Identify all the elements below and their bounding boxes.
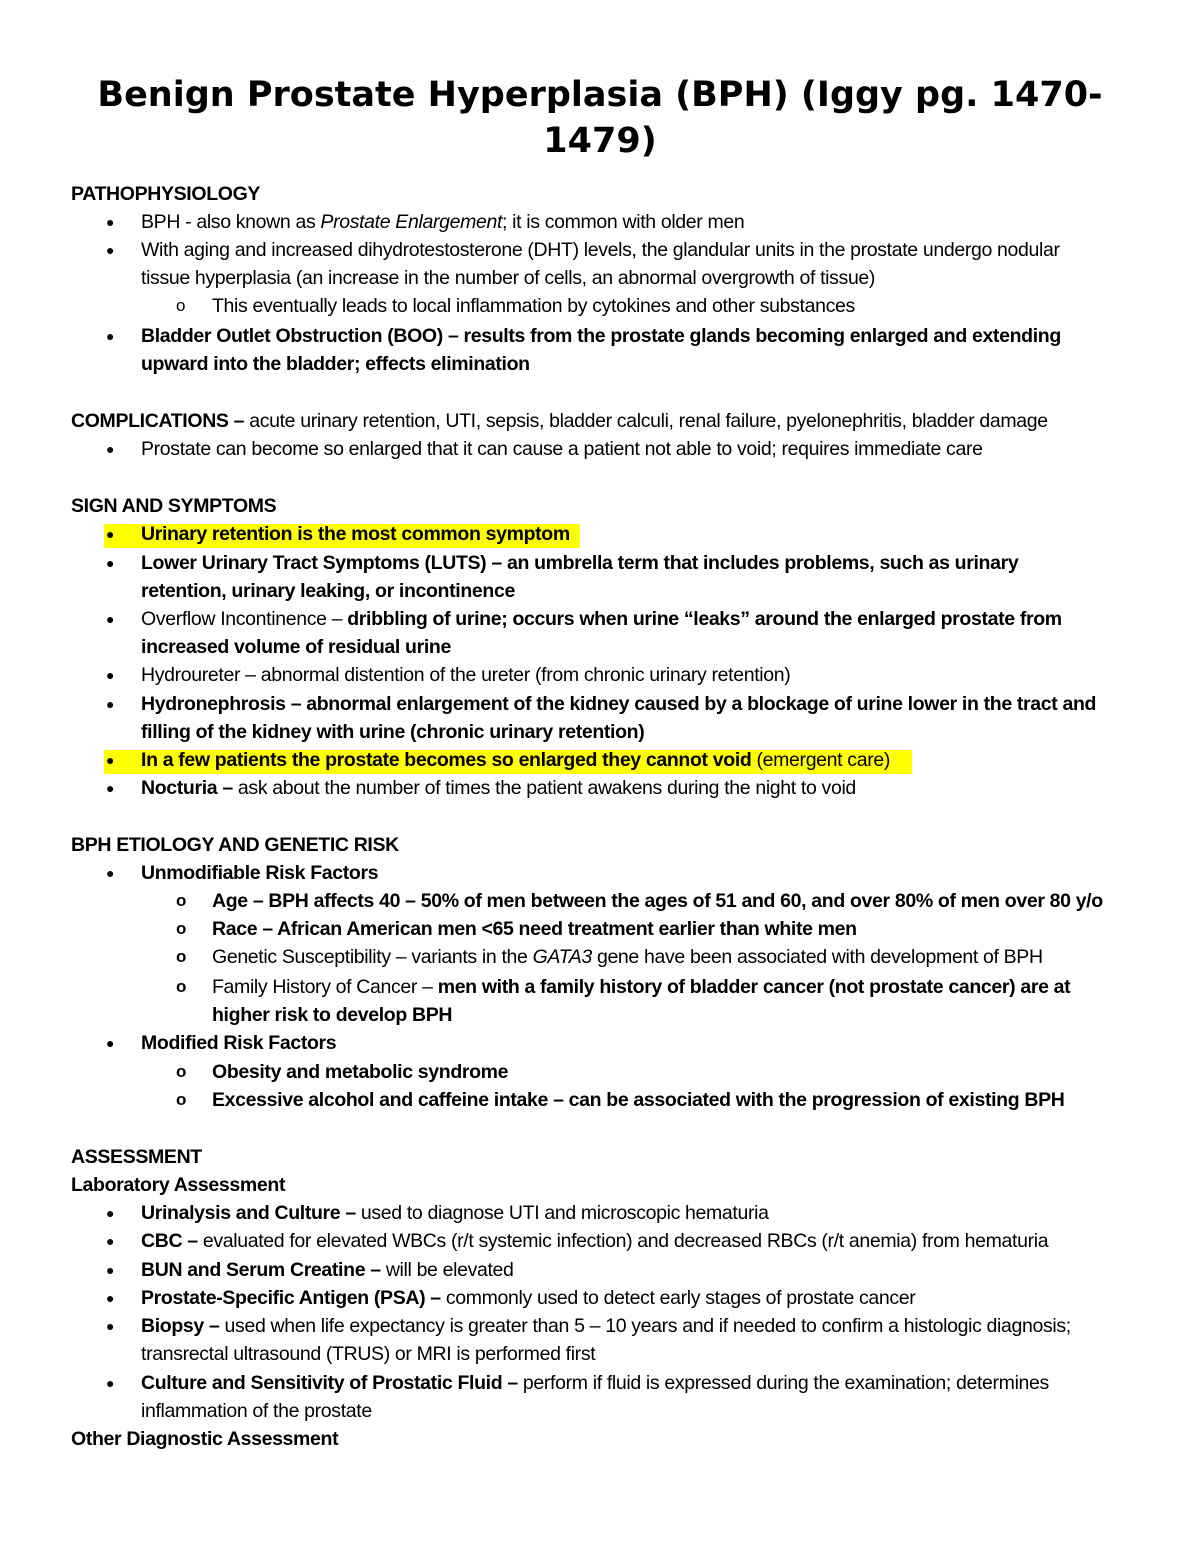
list-item (141, 774, 856, 802)
text: Overflow Incontinence – (141, 608, 348, 630)
list-item: Prostate can become so enlarged that it can cause a patient not able to void; requires immediate care (141, 438, 983, 460)
text-bold: Nocturia – (141, 777, 233, 799)
bullet-icon: ● (106, 1290, 115, 1306)
sub-heading-other-diagnostic: Other Diagnostic Assessment (71, 1428, 339, 1450)
circle-bullet-icon: o (176, 1090, 187, 1109)
bullet-icon: ● (106, 611, 115, 627)
section-heading-complications: COMPLICATIONS – (71, 410, 245, 432)
list-item-continuation: increased volume of residual urine (141, 636, 451, 658)
bullet-icon: ● (106, 328, 115, 344)
text-bold: In a few patients the prostate becomes so enlarged they cannot void (141, 749, 752, 771)
bullet-icon: ● (106, 214, 115, 230)
text: used to diagnose UTI and microscopic hematuria (355, 1202, 769, 1224)
list-item: Modified Risk Factors (141, 1032, 337, 1054)
text: perform if fluid is expressed during the examination; determines (517, 1372, 1049, 1394)
page-title: Benign Prostate Hyperplasia (BPH) (Iggy pg. 1470-1479) (97, 75, 1103, 161)
text: gene have been associated with development of BPH (591, 946, 1043, 968)
text: Family History of Cancer – (212, 976, 438, 998)
circle-bullet-icon: o (176, 977, 187, 996)
sub-list-item: This eventually leads to local inflammation by cytokines and other substances (212, 295, 855, 317)
list-item-continuation: retention, urinary leaking, or incontinence (141, 580, 515, 602)
circle-bullet-icon: o (176, 947, 187, 966)
text-italic: Prostate Enlargement (320, 211, 503, 233)
bullet-icon: ● (106, 441, 115, 457)
bullet-icon: ● (106, 780, 115, 796)
text-bold: dribbling of urine; occurs when urine “leaks” around the enlarged prostate from (347, 608, 1062, 630)
text: Genetic Susceptibility – variants in the (212, 946, 533, 968)
list-item (141, 1199, 769, 1227)
text: ; it is common with older men (502, 211, 745, 233)
sub-list-item (212, 943, 1043, 971)
bullet-icon: ● (106, 667, 115, 683)
text-bold: BUN and Serum Creatine – (141, 1259, 381, 1281)
bullet-icon: ● (106, 696, 115, 712)
section-heading-etiology: BPH ETIOLOGY AND GENETIC RISK (71, 834, 399, 856)
text-bold: Culture and Sensitivity of Prostatic Fluid – (141, 1372, 518, 1394)
bullet-icon: ● (106, 1035, 115, 1051)
list-item (141, 1256, 514, 1284)
sub-heading-laboratory: Laboratory Assessment (71, 1174, 286, 1196)
bullet-icon: ● (106, 1205, 115, 1221)
bullet-icon: ● (106, 1375, 115, 1391)
section-heading-signs: SIGN AND SYMPTOMS (71, 495, 277, 517)
list-item-continuation: tissue hyperplasia (an increase in the number of cells, an abnormal overgrowth of tissue) (141, 267, 876, 289)
list-item (141, 605, 1062, 633)
text-bold: Prostate-Specific Antigen (PSA) – (141, 1287, 441, 1309)
text-bold: Biopsy – (141, 1315, 220, 1337)
circle-bullet-icon: o (176, 1062, 187, 1081)
bullet-icon: ● (106, 242, 115, 258)
list-item-highlighted: Urinary retention is the most common symptom (141, 523, 570, 545)
text-bold: men with a family history of bladder cancer (not prostate cancer) are at (437, 976, 1071, 998)
list-item: Unmodifiable Risk Factors (141, 862, 379, 884)
list-item (141, 208, 744, 236)
bullet-icon: ● (106, 752, 115, 768)
list-item-continuation: transrectal ultrasound (TRUS) or MRI is performed first (141, 1343, 596, 1365)
list-item: Hydronephrosis – abnormal enlargement of the kidney caused by a blockage of urine lower in the tract and (141, 693, 1097, 715)
sub-list-item (212, 973, 1070, 1001)
bullet-icon: ● (106, 555, 115, 571)
sub-list-item: Race – African American men <65 need treatment earlier than white men (212, 918, 857, 940)
sub-list-item: Age – BPH affects 40 – 50% of men between the ages of 51 and 60, and over 80% of men over 80 y/o (212, 890, 1103, 912)
sub-list-item: Obesity and metabolic syndrome (212, 1061, 509, 1083)
text: will be elevated (380, 1259, 514, 1281)
text: ask about the number of times the patient awakens during the night to void (232, 777, 856, 799)
text-bold: Urinalysis and Culture – (141, 1202, 356, 1224)
bullet-icon: ● (106, 526, 115, 542)
circle-bullet-icon: o (176, 891, 187, 910)
text: commonly used to detect early stages of prostate cancer (440, 1287, 916, 1309)
section-heading-pathophysiology: PATHOPHYSIOLOGY (71, 183, 261, 205)
text: BPH - also known as (141, 211, 321, 233)
list-item (141, 1312, 1071, 1340)
list-item-continuation: filling of the kidney with urine (chronic urinary retention) (141, 721, 645, 743)
bullet-icon: ● (106, 1318, 115, 1334)
list-item (141, 1369, 1049, 1397)
list-item (141, 1227, 1048, 1255)
list-item: Lower Urinary Tract Symptoms (LUTS) – an umbrella term that includes problems, such as urinary (141, 552, 1019, 574)
text: evaluated for elevated WBCs (r/t systemic infection) and decreased RBCs (r/t anemia) from hematuria (197, 1230, 1049, 1252)
sub-list-item: Excessive alcohol and caffeine intake – can be associated with the progression of existing BPH (212, 1089, 1065, 1111)
list-item-continuation: inflammation of the prostate (141, 1400, 372, 1422)
list-item (141, 1284, 915, 1312)
bullet-icon: ● (106, 1262, 115, 1278)
circle-bullet-icon: o (176, 919, 187, 938)
complications-line (71, 407, 1048, 435)
circle-bullet-icon: o (176, 296, 186, 315)
text-italic: GATA3 (532, 946, 592, 968)
text-bold: CBC – (141, 1230, 198, 1252)
text: used when life expectancy is greater than 5 – 10 years and if needed to confirm a histologic diagnosis; (219, 1315, 1071, 1337)
list-item: Hydroureter – abnormal distention of the ureter (from chronic urinary retention) (141, 664, 791, 686)
section-heading-assessment: ASSESSMENT (71, 1146, 202, 1168)
sub-list-item-continuation: higher risk to develop BPH (212, 1004, 453, 1026)
list-item: With aging and increased dihydrotestosterone (DHT) levels, the glandular units in the prostate undergo nodular (141, 239, 1060, 261)
text: (emergent care) (751, 749, 890, 771)
list-item: Bladder Outlet Obstruction (BOO) – results from the prostate glands becoming enlarged and extending (141, 325, 1061, 347)
list-item-highlighted (141, 746, 890, 774)
bullet-icon: ● (106, 1233, 115, 1249)
text: acute urinary retention, UTI, sepsis, bladder calculi, renal failure, pyelonephritis, bladder damage (244, 410, 1048, 432)
list-item-continuation: upward into the bladder; effects elimination (141, 353, 530, 375)
bullet-icon: ● (106, 865, 115, 881)
